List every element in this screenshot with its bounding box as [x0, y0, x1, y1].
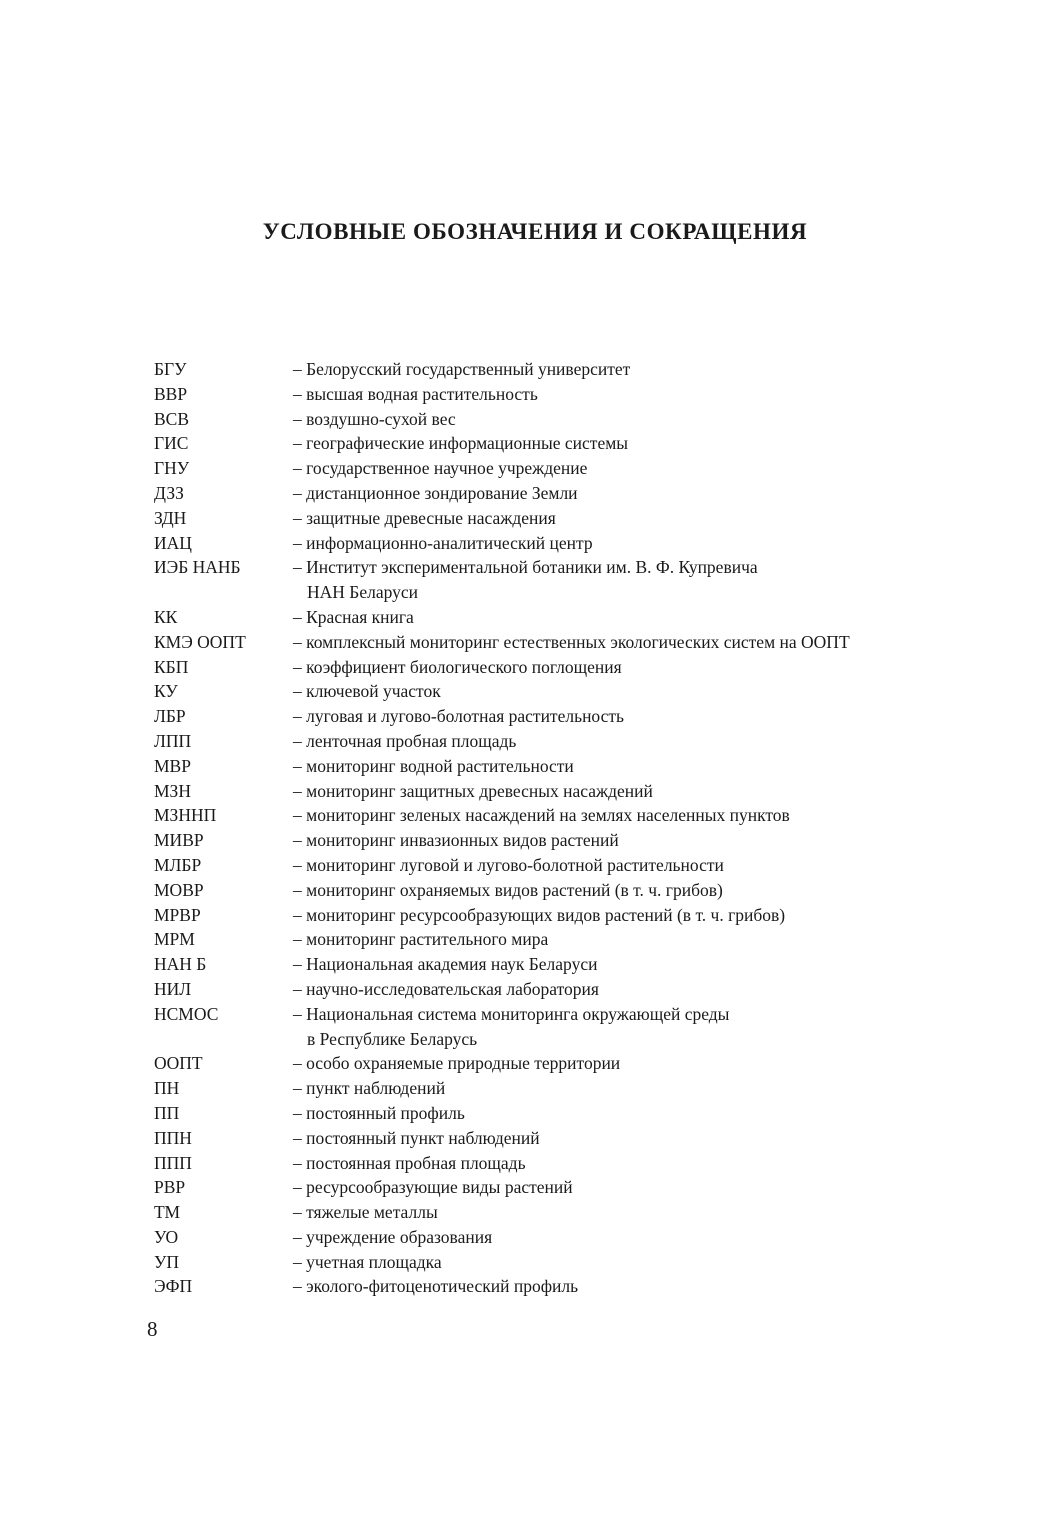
abbreviation-definition [293, 456, 934, 481]
abbreviation-term: КК [154, 606, 178, 627]
abbreviation-term: ВВР [154, 383, 188, 404]
abbreviation-term: ПН [154, 1078, 180, 1099]
abbreviation-term: ЛБР [154, 706, 186, 727]
abbreviation-term: ЭФП [154, 1276, 193, 1297]
definition-text: – информационно-аналитический центр [293, 532, 593, 553]
abbreviation-definition [293, 878, 934, 903]
definition-text: – мониторинг луговой и лугово-болотной растительности [293, 854, 724, 875]
abbreviation-definition [293, 1126, 934, 1151]
definition-text: – Красная книга [293, 606, 414, 627]
abbreviation-row [154, 357, 934, 382]
abbreviation-row [154, 1250, 934, 1275]
abbreviation-row [154, 803, 934, 828]
abbreviation-definition [293, 1225, 934, 1250]
abbreviation-term: ГИС [154, 433, 189, 454]
definition-continuation: НАН Беларуси [307, 582, 419, 603]
abbreviation-row [154, 1225, 934, 1250]
abbreviation-row [154, 927, 934, 952]
abbreviation-definition [293, 704, 934, 729]
abbreviation-row [154, 1175, 934, 1200]
abbreviation-row [154, 481, 934, 506]
abbreviation-definition [293, 803, 934, 828]
definition-text: – воздушно-сухой вес [293, 408, 456, 429]
definition-text: – коэффициент биологического поглощения [293, 656, 622, 677]
abbreviation-definition [293, 630, 934, 655]
page-title: УСЛОВНЫЕ ОБОЗНАЧЕНИЯ И СОКРАЩЕНИЯ [262, 219, 808, 245]
abbreviation-term: КБП [154, 656, 189, 677]
abbreviation-definition [293, 1250, 934, 1275]
abbreviation-row [154, 506, 934, 531]
abbreviation-term: ППН [154, 1127, 192, 1148]
abbreviation-term: УО [154, 1226, 179, 1247]
abbreviation-term: ТМ [154, 1202, 181, 1223]
abbreviation-row [154, 1274, 934, 1299]
abbreviation-term: ВСВ [154, 408, 190, 429]
abbreviation-row [154, 382, 934, 407]
abbreviation-definition [293, 1101, 934, 1126]
abbreviation-row [154, 630, 934, 655]
abbreviation-term: НАН Б [154, 954, 207, 975]
abbreviation-definition [293, 927, 934, 952]
abbreviation-definition [293, 952, 934, 977]
definition-text: – научно-исследовательская лаборатория [293, 978, 599, 999]
abbreviation-term: РВР [154, 1177, 186, 1198]
abbreviation-definition [293, 531, 934, 556]
definition-text: – ленточная пробная площадь [293, 730, 517, 751]
definition-text: – эколого-фитоценотический профиль [293, 1276, 579, 1297]
abbreviation-row [154, 1126, 934, 1151]
definition-text: – мониторинг водной растительности [293, 755, 574, 776]
abbreviation-row [154, 555, 934, 605]
abbreviation-term: МИВР [154, 830, 204, 851]
definition-text: – постоянная пробная площадь [293, 1152, 526, 1173]
abbreviation-definition [293, 729, 934, 754]
abbreviation-row [154, 903, 934, 928]
abbreviation-definition [293, 679, 934, 704]
abbreviation-row [154, 1151, 934, 1176]
abbreviation-term: МВР [154, 755, 191, 776]
abbreviation-definition [293, 1151, 934, 1176]
abbreviation-definition [293, 1076, 934, 1101]
definition-text: – тяжелые металлы [293, 1202, 438, 1223]
abbreviation-definition [293, 1051, 934, 1076]
abbreviation-row [154, 655, 934, 680]
definition-text: – особо охраняемые природные территории [293, 1053, 621, 1074]
definition-text: – мониторинг инвазионных видов растений [293, 830, 619, 851]
abbreviation-definition [293, 903, 934, 928]
definition-text: – учреждение образования [293, 1226, 493, 1247]
abbreviation-term: МЗННП [154, 805, 217, 826]
abbreviation-row [154, 531, 934, 556]
abbreviation-definition [293, 853, 934, 878]
abbreviation-term: ГНУ [154, 458, 190, 479]
definition-text: – постоянный пункт наблюдений [293, 1127, 540, 1148]
abbreviation-definition [293, 754, 934, 779]
abbreviation-definition [293, 828, 934, 853]
definition-text: – дистанционное зондирование Земли [293, 482, 578, 503]
abbreviation-definition [293, 605, 934, 630]
abbreviation-row [154, 679, 934, 704]
definition-text: – мониторинг ресурсообразующих видов растений (в т. ч. грибов) [293, 904, 786, 925]
abbreviation-term: НИЛ [154, 978, 192, 999]
abbreviation-row [154, 407, 934, 432]
abbreviation-definition [293, 407, 934, 432]
abbreviation-definition [293, 431, 934, 456]
abbreviation-definition [293, 481, 934, 506]
abbreviation-row [154, 1076, 934, 1101]
abbreviation-term: КМЭ ООПТ [154, 631, 246, 652]
abbreviation-row [154, 1101, 934, 1126]
abbreviation-term: КУ [154, 681, 178, 702]
definition-text: – мониторинг защитных древесных насаждений [293, 780, 653, 801]
abbreviation-definition [293, 382, 934, 407]
abbreviation-term: ООПТ [154, 1053, 203, 1074]
definition-text: – высшая водная растительность [293, 383, 538, 404]
abbreviation-row [154, 779, 934, 804]
abbreviation-definition [293, 1200, 934, 1225]
definition-text: – луговая и лугово-болотная растительность [293, 706, 625, 727]
abbreviation-row [154, 952, 934, 977]
abbreviation-term: НСМОС [154, 1003, 219, 1024]
abbreviation-definition [293, 1175, 934, 1200]
definition-text: – Институт экспериментальной ботаники им. В. Ф. Купревича [293, 557, 758, 578]
definition-text: – Белорусский государственный университет [293, 359, 631, 379]
abbreviation-row [154, 977, 934, 1002]
abbreviation-term: ЛПП [154, 730, 192, 751]
abbreviation-term: МЛБР [154, 854, 202, 875]
abbreviation-definition [293, 1274, 934, 1299]
abbreviation-term: МРМ [154, 929, 195, 950]
definition-text: – ключевой участок [293, 681, 441, 702]
abbreviation-term: МОВР [154, 879, 204, 900]
abbreviation-row [154, 704, 934, 729]
definition-text: – ресурсообразующие виды растений [293, 1177, 573, 1198]
definition-text: – мониторинг охраняемых видов растений (в т. ч. грибов) [293, 879, 723, 900]
definition-text: – мониторинг растительного мира [293, 929, 549, 950]
abbreviation-term: ЗДН [154, 507, 187, 528]
definition-text: – мониторинг зеленых насаждений на землях населенных пунктов [293, 805, 790, 826]
definition-text: – комплексный мониторинг естественных экологических систем на ООПТ [293, 631, 850, 652]
abbreviation-term: ПП [154, 1102, 180, 1123]
abbreviation-row [154, 878, 934, 903]
abbreviation-definition [293, 977, 934, 1002]
definition-continuation: в Республике Беларусь [307, 1028, 478, 1049]
definition-text: – учетная площадка [293, 1251, 442, 1272]
definition-text: – географические информационные системы [293, 433, 629, 454]
abbreviation-definition [293, 655, 934, 680]
abbreviation-row [154, 1002, 934, 1052]
abbreviation-row [154, 828, 934, 853]
abbreviation-term: ППП [154, 1152, 192, 1173]
definition-text: – защитные древесные насаждения [293, 507, 556, 528]
abbreviation-term: МРВР [154, 904, 201, 925]
abbreviation-term: МЗН [154, 780, 191, 801]
definition-text: – постоянный профиль [293, 1102, 465, 1123]
definition-text: – пункт наблюдений [293, 1078, 446, 1099]
abbreviation-row [154, 605, 934, 630]
abbreviation-row [154, 754, 934, 779]
abbreviation-row [154, 853, 934, 878]
abbreviation-definition [293, 1002, 934, 1052]
abbreviations-list [154, 357, 934, 1299]
abbreviation-row [154, 431, 934, 456]
abbreviation-definition [293, 506, 934, 531]
abbreviation-row [154, 729, 934, 754]
definition-text: – Национальная академия наук Беларуси [293, 954, 598, 975]
abbreviation-row [154, 456, 934, 481]
abbreviation-definition [293, 779, 934, 804]
abbreviation-term: ИАЦ [154, 532, 192, 553]
abbreviation-definition [293, 357, 934, 382]
abbreviation-term: ДЗЗ [154, 482, 184, 503]
abbreviation-term: УП [154, 1251, 180, 1272]
abbreviation-definition [293, 555, 934, 605]
definition-text: – государственное научное учреждение [293, 458, 588, 479]
abbreviation-term: БГУ [154, 359, 187, 379]
abbreviation-row [154, 1051, 934, 1076]
abbreviation-row [154, 1200, 934, 1225]
abbreviation-term: ИЭБ НАНБ [154, 557, 241, 578]
page-number: 8 [147, 1317, 158, 1341]
definition-text: – Национальная система мониторинга окружающей среды [293, 1003, 730, 1024]
